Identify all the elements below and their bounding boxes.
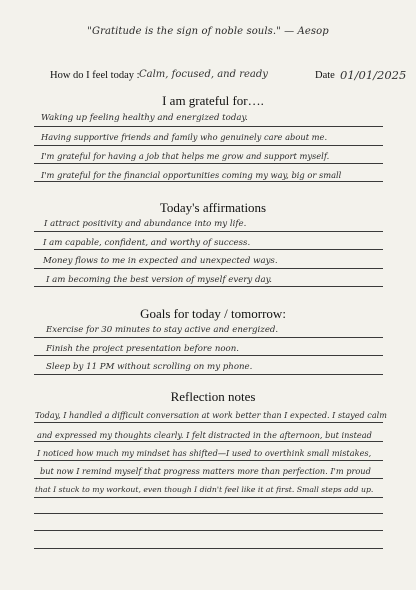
affirmation-item-3[interactable]: Money flows to me in expected and unexpected ways. (43, 256, 278, 266)
grateful-item-1[interactable]: Waking up feeling healthy and energized today. (41, 113, 248, 123)
goal-item-1[interactable]: Exercise for 30 minutes to stay active and energized. (46, 325, 279, 335)
feel-value[interactable]: Calm, focused, and ready (139, 69, 268, 80)
feel-label: How do I feel today : (50, 70, 140, 81)
writing-line (34, 249, 383, 250)
affirmation-item-1[interactable]: I attract positivity and abundance into my life. (44, 219, 247, 229)
writing-line (34, 513, 383, 514)
reflection-line-1[interactable]: Today, I handled a difficult conversation at work better than I expected. I stayed calm (35, 410, 387, 420)
goals-title: Goals for today / tomorrow: (140, 306, 286, 321)
writing-line (34, 126, 383, 127)
writing-line (34, 231, 383, 232)
writing-line (34, 337, 383, 338)
grateful-item-3[interactable]: I'm grateful for having a job that helps me grow and support myself. (41, 151, 330, 161)
reflection-line-5[interactable]: that I stuck to my workout, even though I didn't feel like it at first. Small steps add up. (35, 485, 374, 494)
affirmations-title: Today's affirmations (159, 200, 267, 215)
affirmation-item-4[interactable]: I am becoming the best version of myself every day. (46, 275, 273, 285)
writing-line (34, 530, 383, 531)
writing-line (34, 145, 383, 146)
goal-item-2[interactable]: Finish the project presentation before noon. (46, 344, 239, 354)
reflection-line-4[interactable]: but now I remind myself that progress matters more than perfection. I'm proud (40, 466, 371, 476)
writing-line (34, 268, 383, 269)
date-value[interactable]: 01/01/2025 (340, 68, 407, 82)
writing-line (34, 478, 383, 479)
reflection-line-3[interactable]: I noticed how much my mindset has shifted—I used to overthink small mistakes, (37, 448, 372, 458)
date-label: Date (315, 70, 335, 81)
grateful-title: I am grateful for…. (162, 93, 264, 108)
writing-line (34, 441, 383, 442)
writing-line (34, 497, 383, 498)
reflection-title: Reflection notes (170, 389, 256, 404)
writing-line (34, 355, 383, 356)
writing-line (34, 163, 383, 164)
writing-line (34, 548, 383, 549)
writing-line (34, 286, 383, 287)
writing-line (34, 181, 383, 182)
goal-item-3[interactable]: Sleep by 11 PM without scrolling on my phone. (46, 362, 253, 372)
writing-line (34, 374, 383, 375)
grateful-item-4[interactable]: I'm grateful for the financial opportunities coming my way, big or small (41, 170, 342, 180)
reflection-line-2[interactable]: and expressed my thoughts clearly. I felt distracted in the afternoon, but instead (37, 430, 372, 440)
quote: "Gratitude is the sign of noble souls." — Aesop (87, 26, 329, 37)
writing-line (34, 422, 383, 423)
affirmation-item-2[interactable]: I am capable, confident, and worthy of success. (43, 238, 251, 248)
grateful-item-2[interactable]: Having supportive friends and family who genuinely care about me. (41, 132, 328, 142)
writing-line (34, 460, 383, 461)
